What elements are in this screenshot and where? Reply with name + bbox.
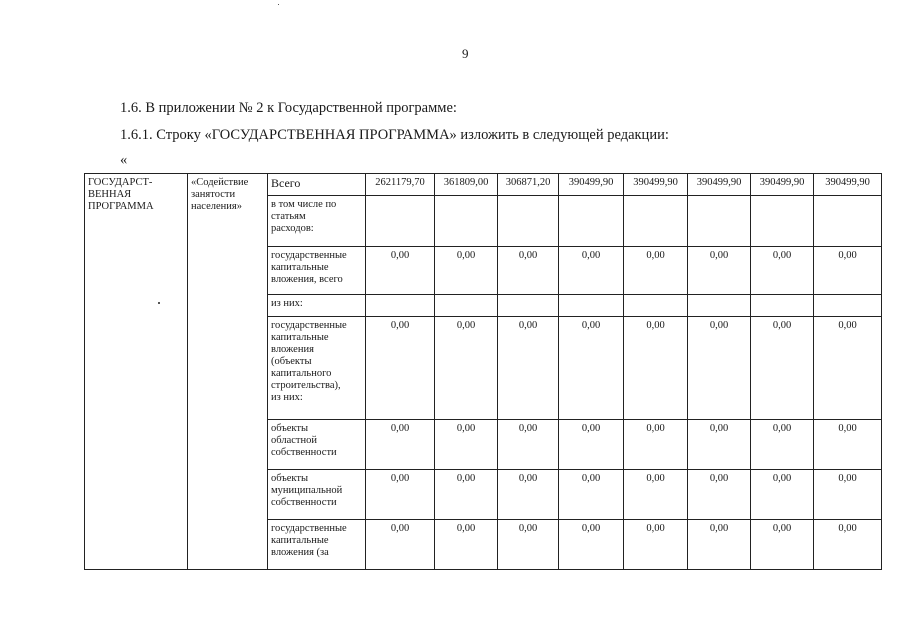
value-cell: 0,00 bbox=[435, 420, 498, 470]
value-cell: 0,00 bbox=[366, 247, 435, 295]
value-cell: 0,00 bbox=[624, 317, 688, 420]
value-cell: 0,00 bbox=[688, 470, 751, 520]
value-cell bbox=[688, 295, 751, 317]
opening-quote: « bbox=[120, 152, 128, 168]
value-cell: 0,00 bbox=[624, 420, 688, 470]
value-cell: 0,00 bbox=[435, 247, 498, 295]
value-cell bbox=[498, 295, 559, 317]
value-cell: 390499,90 bbox=[751, 174, 814, 196]
value-cell: 0,00 bbox=[559, 520, 624, 570]
value-cell bbox=[751, 196, 814, 247]
value-cell: 0,00 bbox=[688, 317, 751, 420]
value-cell: 0,00 bbox=[624, 520, 688, 570]
value-cell bbox=[435, 295, 498, 317]
row-label: из них: bbox=[268, 295, 366, 317]
value-cell: 0,00 bbox=[498, 520, 559, 570]
row-label: государственные капитальные вложения, всего bbox=[268, 247, 366, 295]
value-cell: 0,00 bbox=[688, 420, 751, 470]
value-cell: 0,00 bbox=[366, 317, 435, 420]
row-label: государственные капитальные вложения (объекты капитального строительства), из них: bbox=[268, 317, 366, 420]
value-cell: 0,00 bbox=[559, 247, 624, 295]
value-cell bbox=[624, 196, 688, 247]
value-cell bbox=[366, 196, 435, 247]
value-cell: 0,00 bbox=[559, 470, 624, 520]
value-cell bbox=[814, 196, 882, 247]
value-cell bbox=[498, 196, 559, 247]
value-cell: 0,00 bbox=[366, 420, 435, 470]
value-cell: 0,00 bbox=[751, 420, 814, 470]
value-cell: 0,00 bbox=[624, 470, 688, 520]
value-cell: 390499,90 bbox=[624, 174, 688, 196]
row-label: объекты областной собственности bbox=[268, 420, 366, 470]
value-cell bbox=[688, 196, 751, 247]
value-cell: 0,00 bbox=[814, 317, 882, 420]
value-cell: 0,00 bbox=[559, 420, 624, 470]
value-cell: 0,00 bbox=[624, 247, 688, 295]
value-cell: 0,00 bbox=[498, 420, 559, 470]
value-cell: 0,00 bbox=[559, 317, 624, 420]
value-cell bbox=[624, 295, 688, 317]
value-cell: 0,00 bbox=[498, 470, 559, 520]
value-cell: 0,00 bbox=[814, 520, 882, 570]
paragraph-1-6-1: 1.6.1. Строку «ГОСУДАРСТВЕННАЯ ПРОГРАММА» изложить в следующей редакции: bbox=[120, 127, 669, 143]
value-cell bbox=[814, 295, 882, 317]
value-cell: 0,00 bbox=[688, 520, 751, 570]
value-cell bbox=[559, 196, 624, 247]
paragraph-1-6: 1.6. В приложении № 2 к Государственной программе: bbox=[120, 100, 457, 116]
row-label: Всего bbox=[268, 174, 366, 196]
value-cell bbox=[559, 295, 624, 317]
row-label: объекты муниципальной собственности bbox=[268, 470, 366, 520]
table-row-total bbox=[85, 174, 882, 196]
value-cell: 0,00 bbox=[435, 520, 498, 570]
value-cell: 2621179,70 bbox=[366, 174, 435, 196]
value-cell: 361809,00 bbox=[435, 174, 498, 196]
row-label: государственные капитальные вложения (за bbox=[268, 520, 366, 570]
value-cell: 0,00 bbox=[751, 520, 814, 570]
value-cell: 0,00 bbox=[366, 520, 435, 570]
value-cell: 390499,90 bbox=[814, 174, 882, 196]
value-cell: 390499,90 bbox=[688, 174, 751, 196]
value-cell: 0,00 bbox=[688, 247, 751, 295]
value-cell: 0,00 bbox=[751, 470, 814, 520]
value-cell: 0,00 bbox=[435, 317, 498, 420]
value-cell bbox=[751, 295, 814, 317]
value-cell: 0,00 bbox=[435, 470, 498, 520]
value-cell: 306871,20 bbox=[498, 174, 559, 196]
page-number: 9 bbox=[462, 46, 469, 61]
value-cell: 0,00 bbox=[814, 420, 882, 470]
budget-table bbox=[84, 173, 882, 570]
program-name-cell: ГОСУДАРСТ- ВЕННАЯ ПРОГРАММА bbox=[85, 174, 188, 570]
value-cell bbox=[435, 196, 498, 247]
value-cell: 0,00 bbox=[498, 317, 559, 420]
value-cell: 0,00 bbox=[498, 247, 559, 295]
value-cell: 0,00 bbox=[751, 317, 814, 420]
value-cell: 0,00 bbox=[814, 470, 882, 520]
row-label: в том числе по статьям расходов: bbox=[268, 196, 366, 247]
scan-speck bbox=[278, 4, 279, 5]
program-title-cell: «Содействие занятости населения» bbox=[188, 174, 268, 570]
value-cell bbox=[366, 295, 435, 317]
value-cell: 0,00 bbox=[366, 470, 435, 520]
value-cell: 0,00 bbox=[814, 247, 882, 295]
value-cell: 0,00 bbox=[751, 247, 814, 295]
value-cell: 390499,90 bbox=[559, 174, 624, 196]
